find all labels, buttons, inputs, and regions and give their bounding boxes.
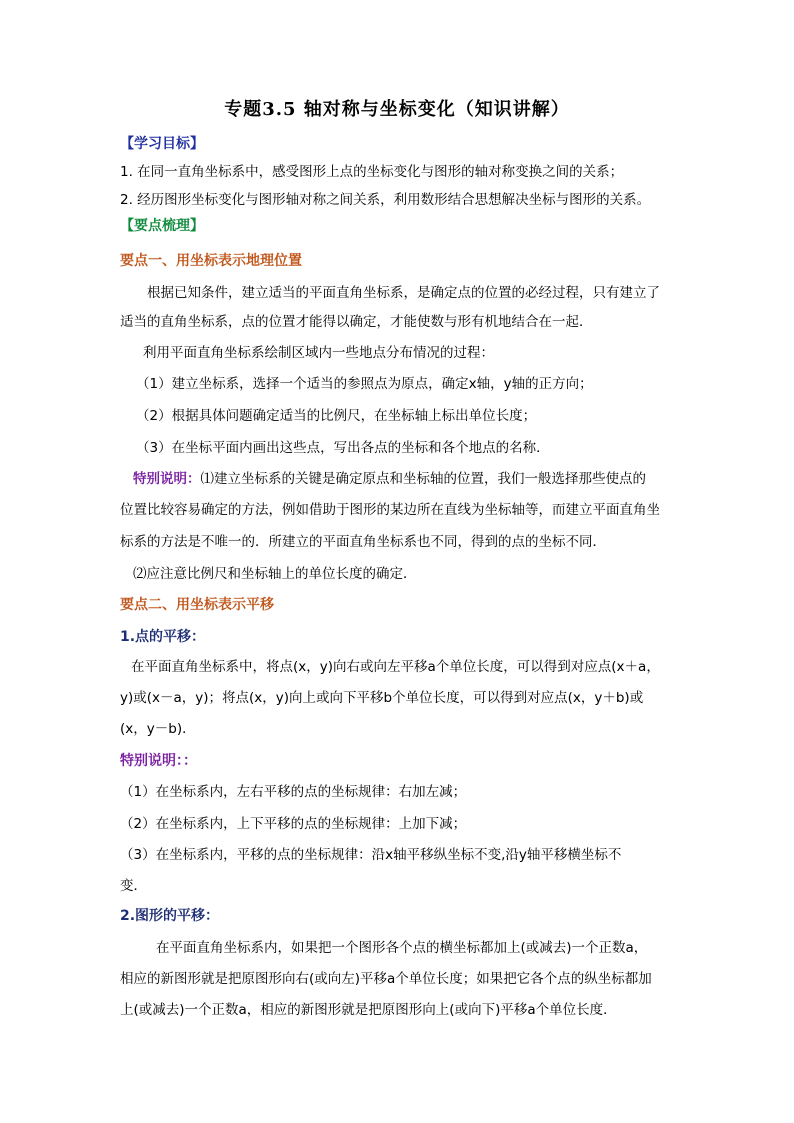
point1-note-line-1 — [133, 469, 646, 489]
point1-step-2: （2）根据具体问题确定适当的比例尺，在坐标轴上标出单位长度； — [136, 408, 537, 424]
point1-step-3: （3）在坐标平面内画出这些点，写出各点的坐标和各个地点的名称． — [136, 440, 550, 456]
point1-note-line-3: 标系的方法是不唯一的．所建立的平面直角坐标系也不同，得到的点的坐标不同． — [120, 534, 606, 550]
point2-sub2-heading: 2.图形的平移： — [120, 908, 220, 924]
learning-goal-2: 2. 经历图形坐标变化与图形轴对称之间关系，利用数形结合思想解决坐标与图形的关系。 — [120, 192, 651, 208]
learning-goal-1: 1. 在同一直角坐标系中，感受图形上点的坐标变化与图形的轴对称变换之间的关系； — [120, 164, 624, 180]
point1-process-intro: 利用平面直角坐标系绘制区域内一些地点分布情况的过程： — [143, 345, 494, 361]
point1-para-line-1: 根据已知条件，建立适当的平面直角坐标系，是确定点的位置的必经过程，只有建立了 — [147, 285, 660, 301]
point1-para-line-2: 适当的直角坐标系，点的位置才能得以确定，才能使数与形有机地结合在一起． — [120, 314, 593, 330]
point2-rule-3: （3）在坐标系内，平移的点的坐标规律：沿x轴平移纵坐标不变,沿y轴平移横坐标不 — [120, 847, 622, 863]
point1-heading: 要点一、用坐标表示地理位置 — [120, 253, 302, 269]
point1-note-text-1: ⑴建立坐标系的关键是确定原点和坐标轴的位置，我们一般选择那些使点的 — [200, 471, 646, 487]
point2-sub1-line-3: (x，y－b)． — [120, 721, 196, 737]
page-title: 专题3.5 轴对称与坐标变化（知识讲解） — [224, 99, 570, 120]
point1-note-line-2: 位置比较容易确定的方法，例如借助于图形的某边所在直线为坐标轴等，而建立平面直角坐 — [120, 502, 660, 518]
point2-sub1-line-1: 在平面直角坐标系中，将点(x，y)向右或向左平移a个单位长度，可以得到对应点(x＋a， — [131, 659, 660, 675]
point2-sub1-line-2: y)或(x－a，y)；将点(x，y)向上或向下平移b个单位长度，可以得到对应点(x，y＋b)或 — [120, 690, 644, 706]
key-points-tag: 【要点梳理】 — [120, 218, 204, 234]
point2-heading: 要点二、用坐标表示平移 — [120, 597, 274, 613]
point1-note-label: 特别说明： — [133, 471, 201, 487]
point2-sub2-line-2: 相应的新图形就是把原图形向右(或向左)平移a个单位长度；如果把它各个点的纵坐标都加 — [120, 971, 652, 987]
point2-rule-1: （1）在坐标系内，左右平移的点的坐标规律：右加左减； — [120, 784, 467, 800]
point2-rule-2: （2）在坐标系内，上下平移的点的坐标规律：上加下减； — [120, 816, 467, 832]
point1-note-line-4: ⑵应注意比例尺和坐标轴上的单位长度的确定． — [133, 566, 417, 582]
point2-sub2-line-3: 上(或减去)一个正数a，相应的新图形就是把原图形向上(或向下)平移a个单位长度． — [120, 1002, 617, 1018]
point2-rule-3-cont: 变． — [120, 878, 147, 894]
point2-note-label: 特别说明：： — [120, 753, 197, 769]
point2-sub1-heading: 1.点的平移： — [120, 629, 206, 645]
learning-goals-tag: 【学习目标】 — [120, 136, 204, 152]
point2-sub2-line-1: 在平面直角坐标系内，如果把一个图形各个点的横坐标都加上(或减去)一个正数a， — [156, 940, 648, 956]
point1-step-1: （1）建立坐标系，选择一个适当的参照点为原点，确定x轴，y轴的正方向； — [136, 376, 593, 392]
